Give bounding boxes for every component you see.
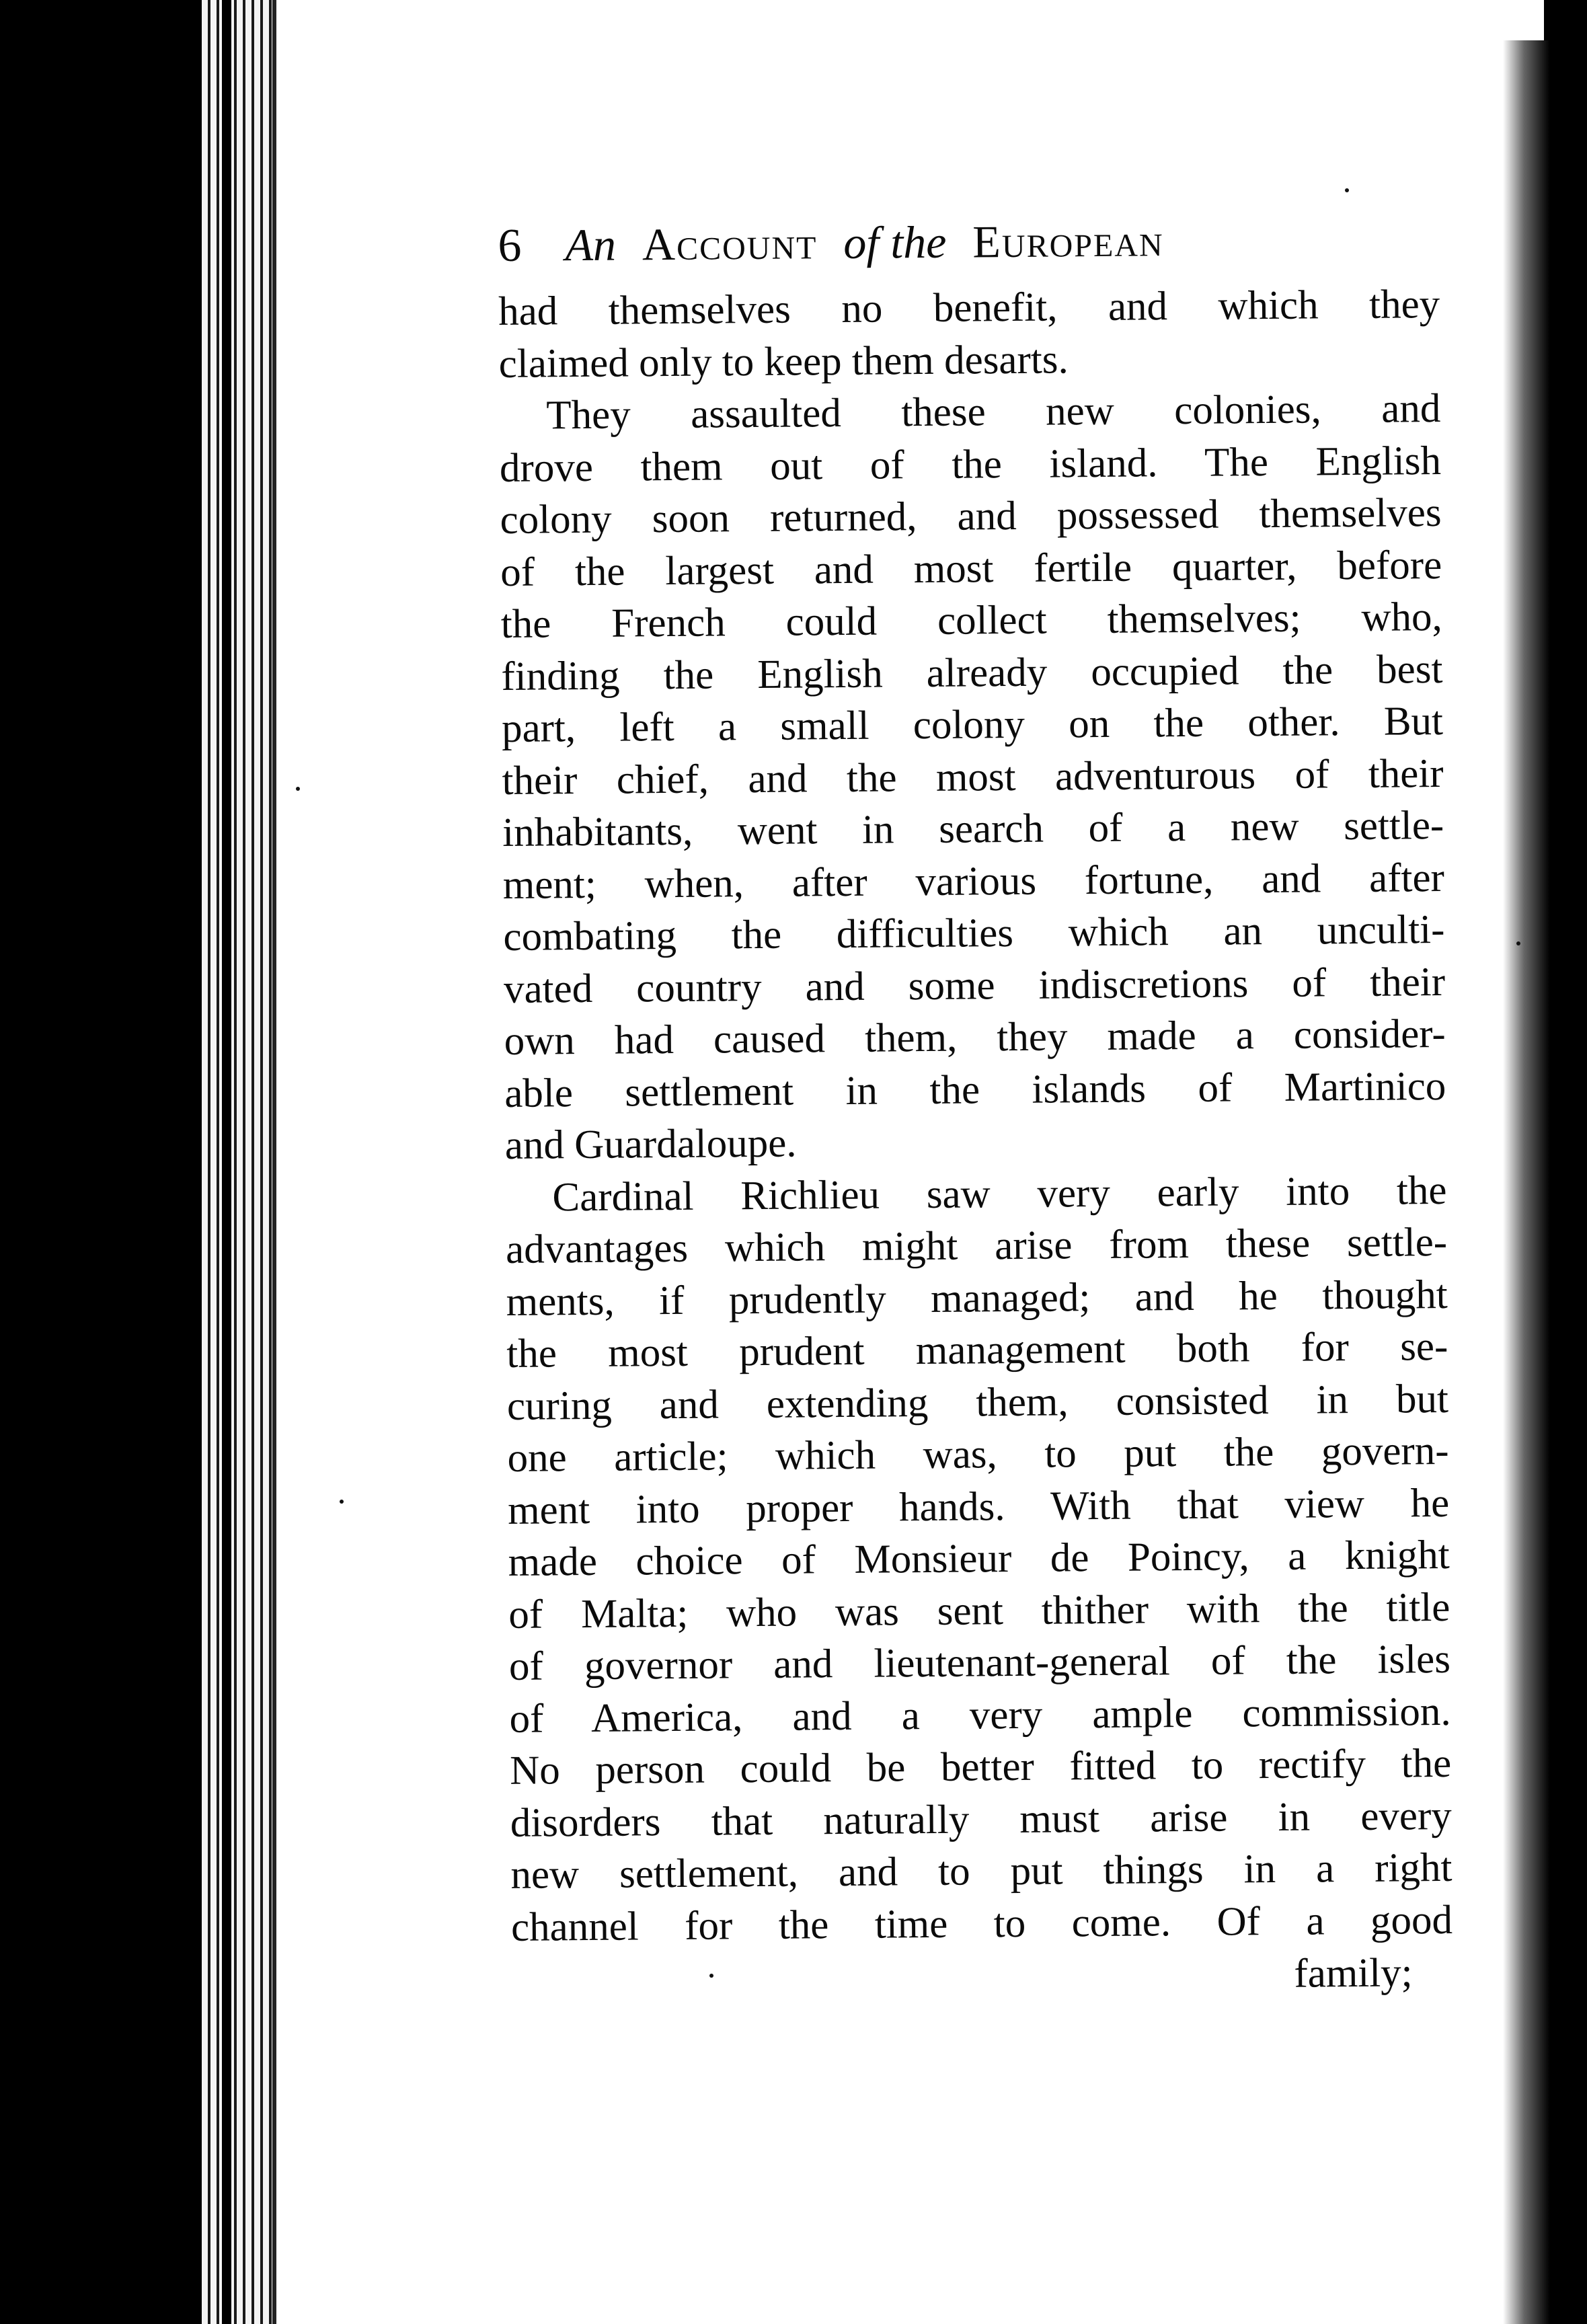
running-head-word: An — [565, 219, 617, 271]
text-line: disorders that naturally must arise in every — [510, 1793, 1453, 1846]
speck-mark — [340, 1500, 344, 1504]
text-line: claimed only to keep them desarts. — [498, 336, 1069, 387]
text-line: of the largest and most fertile quarter, before — [500, 542, 1442, 595]
text-line: finding the English already occupied the best — [501, 646, 1443, 699]
catchword: family; — [1294, 1950, 1413, 1997]
text-line: No person could be better fitted to rectify the — [509, 1740, 1452, 1793]
running-head-word: of the — [843, 216, 947, 268]
speck-mark — [1345, 188, 1349, 192]
page-edge-shadow — [1503, 40, 1550, 2324]
text-line: made choice of Monsieur de Poincy, a knight — [508, 1532, 1450, 1585]
text-line: vated country and some indiscretions of their — [503, 959, 1446, 1012]
text-line: combating the difficulties which an unculti- — [503, 906, 1445, 960]
text-line: of governor and lieutenant-general of the isles — [508, 1636, 1451, 1689]
speck-mark — [296, 787, 300, 791]
text-line: inhabitants, went in search of a new settle- — [502, 802, 1444, 855]
binding-shadow — [222, 0, 231, 2324]
text-line: of America, and a very ample commission. — [509, 1689, 1451, 1742]
text-line: their chief, and the most adventurous of their — [502, 750, 1444, 804]
paragraph — [499, 383, 1446, 1171]
running-head-word: European — [972, 215, 1164, 268]
text-line: able settlement in the islands of Martinico — [504, 1063, 1446, 1116]
paragraph — [505, 1164, 1453, 1953]
text-line: ment; when, after various fortune, and after — [502, 855, 1445, 908]
text-line: part, left a small colony on the other. But — [501, 698, 1444, 751]
text-line: and Guardaloupe. — [504, 1120, 797, 1168]
text-block — [498, 204, 1453, 2007]
page-number: 6 — [498, 219, 522, 272]
paragraph — [498, 278, 1440, 390]
text-line: one article; which was, to put the govern- — [507, 1428, 1449, 1481]
text-line: Cardinal Richlieu saw very early into the — [552, 1167, 1447, 1220]
text-line: drove them out of the island. The English — [499, 438, 1442, 491]
running-head-word: Account — [642, 217, 818, 270]
text-line: colony soon returned, and possessed themselves — [500, 490, 1442, 543]
speck-mark — [1516, 941, 1520, 945]
text-line: They assaulted these new colonies, and — [546, 385, 1441, 438]
text-line: ment into proper hands. With that view he — [507, 1480, 1450, 1533]
text-line: channel for the time to come. Of a good — [510, 1897, 1453, 1950]
text-line: had themselves no benefit, and which they — [498, 282, 1440, 334]
text-line: the most prudent management both for se- — [506, 1323, 1448, 1377]
page-stack-edges — [202, 0, 282, 2324]
running-head — [498, 204, 1440, 286]
text-line: own had caused them, they made a consider- — [504, 1011, 1446, 1064]
text-line: ments, if prudently managed; and he thought — [506, 1272, 1448, 1325]
text-line: of Malta; who was sent thither with the title — [508, 1584, 1450, 1637]
text-line: new settlement, and to put things in a right — [510, 1845, 1453, 1898]
text-line: advantages which might arise from these settle- — [505, 1219, 1448, 1272]
text-line: curing and extending them, consisted in but — [506, 1376, 1449, 1429]
text-line: the French could collect themselves; who, — [500, 594, 1443, 647]
